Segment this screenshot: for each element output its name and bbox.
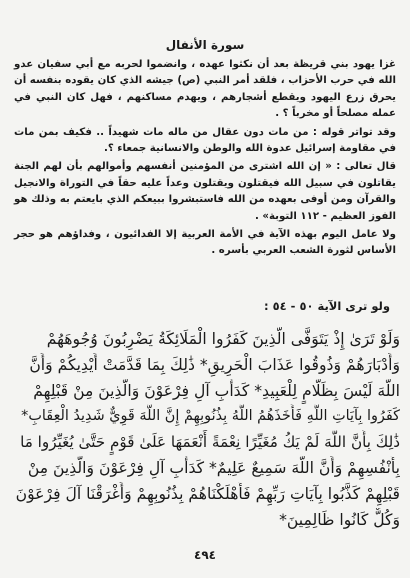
quran-verses [12, 327, 400, 533]
commentary-paragraph: وقد تواتر قوله : من مات دون عقال من ماله مات شهيداً .. فكيف بمن مات في مقاومة إسرائيل عدوة الله والوطن والانسانية جمعاء ؟. [14, 126, 396, 155]
surah-title: سورة الأنفال [165, 38, 245, 52]
quran-line: بِأَنْفُسِهِمْ وَأَنَّ اللَّهَ سَمِيعٌ عَلِيمٌ* كَدَأْبِ آلِ فِرْعَوْنَ وَالَّذِينَ مِنْ [27, 458, 400, 477]
page-number: ٤٩٤ [194, 548, 216, 562]
quran-line: ذَٰلِكَ بِأَنَّ اللَّهَ لَمْ يَكُ مُغَيِّرًا نِعْمَةً أَنْعَمَهَا عَلَىٰ قَوْمٍ حَتَّىٰ يُغَيِّرُوا مَا [20, 433, 400, 452]
commentary-paragraph: قال تعالى : « إن الله اشترى من المؤمنين أنفسهم وأموالهم بأن لهم الجنة يقاتلون في سبيل الله فيقتلون ويقتلون وعداً عليه حقاً في التوراة والانجيل والقرآن ومن أوفى بعهده من الله فاستبشروا ببيعكم الذي بايعتم به وذلك هو الفوز العظيم - ١١٢ التوبة» . [14, 161, 396, 222]
commentary-text [14, 57, 396, 260]
quran-line: وَكُلٌّ كَانُوا ظَالِمِينَ* [279, 510, 400, 529]
quran-line: اللَّهَ لَيْسَ بِظَلَّامٍ لِلْعَبِيدِ* كَدَأْبِ آلِ فِرْعَوْنَ وَالَّذِينَ مِنْ قَبْلِهِمْ [33, 381, 400, 400]
commentary-paragraph: ولا عامل اليوم بهذه الآية في الأمة العربية إلا الفدائيون ، وفداؤهم هو حجر الأساس لثورة الشعب العربي بأسره . [14, 229, 396, 257]
quran-line: كَفَرُوا بِآيَاتِ اللَّهِ فَأَخَذَهُمُ اللَّهُ بِذُنُوبِهِمْ إِنَّ اللَّهَ قَوِيٌّ شَدِيدُ الْعِقَابِ* [21, 408, 400, 425]
quran-line: قَبْلِهِمْ كَذَّبُوا بِآيَاتِ رَبِّهِمْ فَأَهْلَكْنَاهُمْ بِذُنُوبِهِمْ وَأَغْرَقْنَا آلَ فِرْعَوْنَ [15, 484, 400, 503]
verse-heading: ولو ترى الآية ٥٠ - ٥٤ : [264, 299, 390, 313]
commentary-paragraph: غزا يهود بني قريظة بعد أن نكثوا عهده ، وانضموا لحربه مع أبي سفيان عدو الله في حرب الأحزاب ، فلقد أمر النبي (ص) جيشه الذي كان يقوده بنفسه أن يحرق زرع اليهود ويقطع أشجارهم ، ويهدم مساكنهم ، فهل كان النبي في عمله مصلحاً أو مخرباً ؟ . [14, 59, 396, 120]
quran-line: وَأَدْبَارَهُمْ وَذُوقُوا عَذَابَ الْحَرِيقِ* ذَٰلِكَ بِمَا قَدَّمَتْ أَيْدِيكُمْ وَأَنَّ [29, 355, 400, 374]
quran-line: وَلَوْ تَرَىٰ إِذْ يَتَوَفَّى الَّذِينَ كَفَرُوا الْمَلَائِكَةُ يَضْرِبُونَ وُجُوهَهُمْ [46, 330, 400, 348]
